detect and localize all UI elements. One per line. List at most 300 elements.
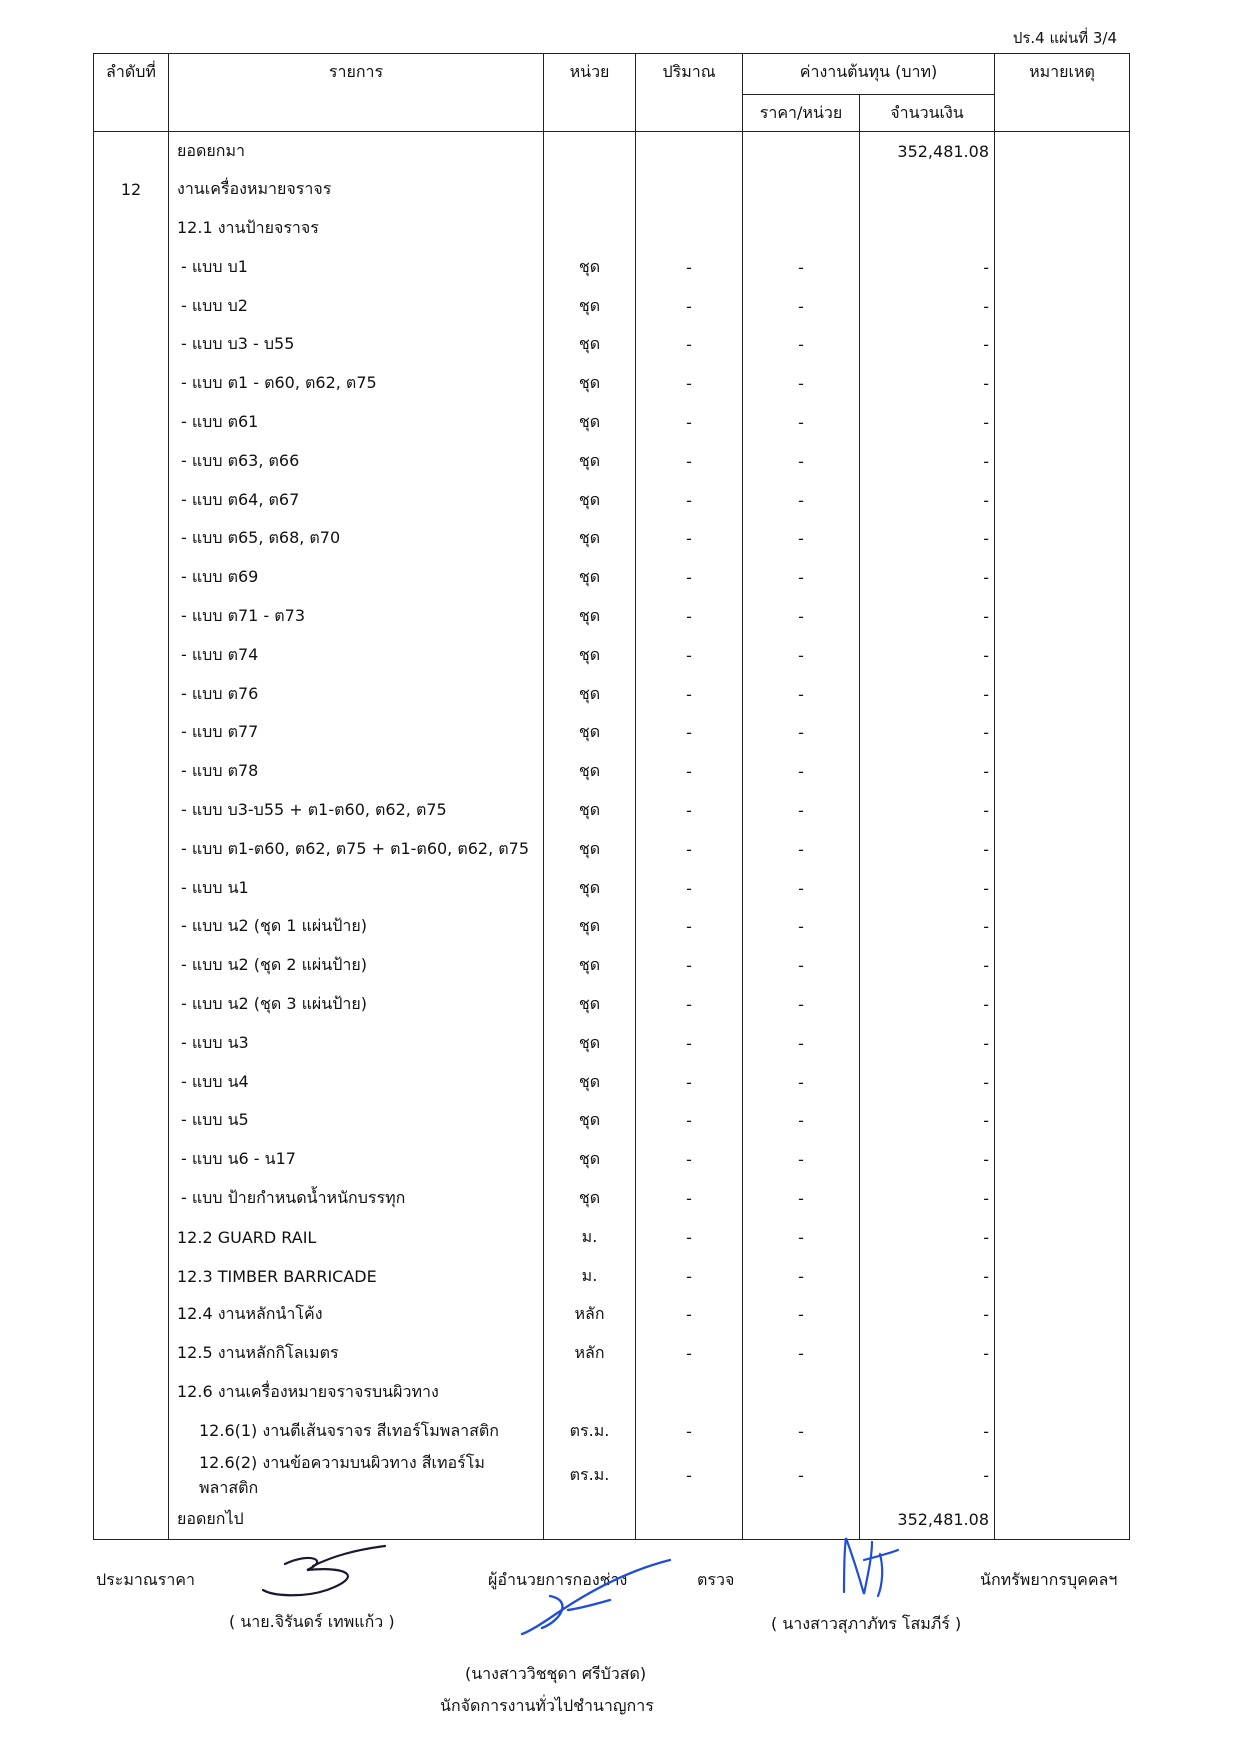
table-row: [94, 1140, 1130, 1179]
row-item: - แบบ ต78: [169, 752, 544, 791]
row-item: - แบบ ต64, ต67: [169, 481, 544, 520]
row-unit: ชุด: [544, 442, 636, 481]
row-unit: ชุด: [544, 1140, 636, 1179]
row-amount: -: [860, 791, 995, 830]
row-quantity: -: [636, 325, 743, 364]
table-header: [94, 54, 1130, 132]
row-item: - แบบ บ1: [169, 248, 544, 287]
row-price-per-unit: -: [743, 558, 860, 597]
row-number: [94, 1140, 169, 1179]
table-row: [94, 287, 1130, 326]
row-item: - แบบ น2 (ชุด 2 แผ่นป้าย): [169, 946, 544, 985]
header-remark: หมายเหตุ: [995, 54, 1130, 132]
row-number: [94, 481, 169, 520]
row-unit: ชุด: [544, 403, 636, 442]
row-unit: [544, 209, 636, 248]
row-number: [94, 791, 169, 830]
row-price-per-unit: -: [743, 985, 860, 1024]
row-amount: -: [860, 1101, 995, 1140]
row-remark: [995, 442, 1130, 481]
row-price-per-unit: -: [743, 713, 860, 752]
row-item: 12.5 งานหลักกิโลเมตร: [169, 1334, 544, 1373]
row-remark: [995, 1257, 1130, 1296]
estimator-role: ประมาณราคา: [96, 1570, 195, 1589]
row-remark: [995, 1218, 1130, 1257]
row-item: - แบบ น1: [169, 869, 544, 908]
row-quantity: -: [636, 907, 743, 946]
table-row: [94, 364, 1130, 403]
row-remark: [995, 1295, 1130, 1334]
row-remark: [995, 752, 1130, 791]
director-position: นักจัดการงานทั่วไปชำนาญการ: [440, 1696, 654, 1715]
table-row: [94, 481, 1130, 520]
row-remark: [995, 481, 1130, 520]
row-unit: ชุด: [544, 1179, 636, 1218]
row-item: - แบบ ต1-ต60, ต62, ต75 + ต1-ต60, ต62, ต75: [169, 830, 544, 869]
row-price-per-unit: [743, 132, 860, 171]
checker-name: ( นางสาวสุภาภัทร โสมภีร์ ): [771, 1614, 962, 1633]
row-remark: [995, 170, 1130, 209]
row-remark: [995, 1412, 1130, 1451]
row-price-per-unit: [743, 1373, 860, 1412]
row-quantity: -: [636, 1024, 743, 1063]
row-remark: [995, 830, 1130, 869]
table-row: [94, 597, 1130, 636]
row-unit: ชุด: [544, 364, 636, 403]
row-number: [94, 1101, 169, 1140]
row-quantity: -: [636, 442, 743, 481]
row-unit: ชุด: [544, 597, 636, 636]
row-price-per-unit: -: [743, 1218, 860, 1257]
row-price-per-unit: -: [743, 830, 860, 869]
row-price-per-unit: -: [743, 1140, 860, 1179]
checker-signature: [832, 1530, 912, 1600]
row-amount: -: [860, 1451, 995, 1501]
row-item: - แบบ ต76: [169, 675, 544, 714]
row-price-per-unit: [743, 170, 860, 209]
row-remark: [995, 209, 1130, 248]
row-item: 12.2 GUARD RAIL: [169, 1218, 544, 1257]
row-price-per-unit: -: [743, 248, 860, 287]
row-price-per-unit: [743, 209, 860, 248]
row-remark: [995, 287, 1130, 326]
director-name: (นางสาววิชชุดา ศรีบัวสด): [465, 1664, 647, 1683]
row-number: [94, 132, 169, 171]
row-amount: [860, 170, 995, 209]
row-remark: [995, 1063, 1130, 1102]
row-amount: [860, 1373, 995, 1412]
row-unit: ชุด: [544, 713, 636, 752]
row-quantity: -: [636, 1218, 743, 1257]
row-item: - แบบ น3: [169, 1024, 544, 1063]
row-price-per-unit: -: [743, 364, 860, 403]
row-quantity: -: [636, 636, 743, 675]
row-unit: ชุด: [544, 287, 636, 326]
row-amount: -: [860, 1218, 995, 1257]
row-price-per-unit: -: [743, 519, 860, 558]
row-remark: [995, 713, 1130, 752]
row-quantity: -: [636, 1412, 743, 1451]
row-remark: [995, 675, 1130, 714]
bill-of-quantities-table: [93, 53, 1130, 1540]
row-unit: [544, 132, 636, 171]
row-number: [94, 287, 169, 326]
row-remark: [995, 985, 1130, 1024]
row-item: - แบบ ต71 - ต73: [169, 597, 544, 636]
row-quantity: -: [636, 519, 743, 558]
row-unit: ชุด: [544, 791, 636, 830]
row-number: [94, 713, 169, 752]
row-quantity: -: [636, 248, 743, 287]
row-number: [94, 248, 169, 287]
row-amount: -: [860, 985, 995, 1024]
row-amount: -: [860, 519, 995, 558]
row-price-per-unit: -: [743, 791, 860, 830]
row-quantity: -: [636, 1451, 743, 1501]
table-row: [94, 1179, 1130, 1218]
row-amount: -: [860, 713, 995, 752]
row-number: [94, 364, 169, 403]
row-amount: -: [860, 1295, 995, 1334]
row-remark: [995, 558, 1130, 597]
row-number: [94, 1218, 169, 1257]
row-quantity: [636, 170, 743, 209]
row-amount: [860, 209, 995, 248]
row-amount: -: [860, 1024, 995, 1063]
row-price-per-unit: -: [743, 287, 860, 326]
row-unit: ตร.ม.: [544, 1451, 636, 1501]
row-unit: ชุด: [544, 325, 636, 364]
row-number: [94, 1063, 169, 1102]
row-number: [94, 1412, 169, 1451]
row-remark: [995, 132, 1130, 171]
row-amount: -: [860, 597, 995, 636]
row-remark: [995, 791, 1130, 830]
row-price-per-unit: -: [743, 1412, 860, 1451]
row-unit: ชุด: [544, 907, 636, 946]
row-unit: ชุด: [544, 1063, 636, 1102]
row-price-per-unit: -: [743, 869, 860, 908]
header-quantity: ปริมาณ: [636, 54, 743, 132]
table-row: [94, 713, 1130, 752]
row-unit: ชุด: [544, 519, 636, 558]
row-quantity: -: [636, 1063, 743, 1102]
row-quantity: -: [636, 287, 743, 326]
row-number: [94, 209, 169, 248]
estimator-signature: [255, 1530, 405, 1602]
table-row: [94, 1101, 1130, 1140]
row-amount: -: [860, 403, 995, 442]
row-item: ยอดยกมา: [169, 132, 544, 171]
header-cost: ค่างานต้นทุน (บาท): [743, 54, 995, 95]
table-row: [94, 558, 1130, 597]
row-price-per-unit: -: [743, 1101, 860, 1140]
row-number: [94, 869, 169, 908]
row-amount: -: [860, 1334, 995, 1373]
header-item: รายการ: [169, 54, 544, 132]
row-number: [94, 1451, 169, 1501]
table-row: [94, 1373, 1130, 1412]
row-item: - แบบ ต65, ต68, ต70: [169, 519, 544, 558]
row-quantity: -: [636, 752, 743, 791]
row-quantity: [636, 1373, 743, 1412]
row-unit: ชุด: [544, 830, 636, 869]
row-price-per-unit: -: [743, 403, 860, 442]
table-row: [94, 636, 1130, 675]
row-price-per-unit: -: [743, 325, 860, 364]
row-item: - แบบ บ3 - บ55: [169, 325, 544, 364]
table-row: [94, 1412, 1130, 1451]
row-unit: หลัก: [544, 1334, 636, 1373]
row-amount: -: [860, 248, 995, 287]
row-remark: [995, 597, 1130, 636]
row-price-per-unit: -: [743, 481, 860, 520]
row-remark: [995, 636, 1130, 675]
row-amount: -: [860, 1412, 995, 1451]
table-row: [94, 1295, 1130, 1334]
row-number: [94, 636, 169, 675]
table-row: [94, 791, 1130, 830]
row-unit: ชุด: [544, 558, 636, 597]
row-number: [94, 1334, 169, 1373]
row-quantity: -: [636, 791, 743, 830]
row-item: ยอดยกไป: [169, 1501, 544, 1540]
row-price-per-unit: -: [743, 1295, 860, 1334]
row-number: 12: [94, 170, 169, 209]
row-remark: [995, 907, 1130, 946]
row-amount: -: [860, 442, 995, 481]
row-quantity: -: [636, 481, 743, 520]
row-remark: [995, 519, 1130, 558]
row-amount: -: [860, 1140, 995, 1179]
row-amount: 352,481.08: [860, 132, 995, 171]
row-price-per-unit: -: [743, 946, 860, 985]
row-item: 12.4 งานหลักนำโค้ง: [169, 1295, 544, 1334]
row-remark: [995, 1179, 1130, 1218]
row-amount: -: [860, 325, 995, 364]
row-amount: -: [860, 946, 995, 985]
checker-role: ตรวจ: [697, 1570, 735, 1589]
row-quantity: -: [636, 558, 743, 597]
row-item: - แบบ ต77: [169, 713, 544, 752]
table-body: [94, 132, 1130, 1540]
table-row: [94, 325, 1130, 364]
estimator-name: ( นาย.จิรันดร์ เทพแก้ว ): [229, 1612, 395, 1631]
row-unit: ชุด: [544, 675, 636, 714]
row-remark: [995, 1334, 1130, 1373]
table-row: [94, 1257, 1130, 1296]
row-number: [94, 675, 169, 714]
row-unit: ชุด: [544, 869, 636, 908]
row-quantity: -: [636, 830, 743, 869]
row-item: - แบบ ป้ายกำหนดน้ำหนักบรรทุก: [169, 1179, 544, 1218]
row-number: [94, 1373, 169, 1412]
header-no: ลำดับที่: [94, 54, 169, 132]
row-quantity: -: [636, 675, 743, 714]
row-number: [94, 1295, 169, 1334]
table-row: [94, 1451, 1130, 1501]
row-item: 12.6 งานเครื่องหมายจราจรบนผิวทาง: [169, 1373, 544, 1412]
row-item: งานเครื่องหมายจราจร: [169, 170, 544, 209]
table-row: [94, 869, 1130, 908]
table-row: [94, 209, 1130, 248]
row-price-per-unit: -: [743, 907, 860, 946]
table-row: [94, 442, 1130, 481]
row-amount: -: [860, 869, 995, 908]
row-item: 12.3 TIMBER BARRICADE: [169, 1257, 544, 1296]
table-row: [94, 1334, 1130, 1373]
row-unit: ม.: [544, 1218, 636, 1257]
table-row: [94, 907, 1130, 946]
row-number: [94, 403, 169, 442]
row-quantity: -: [636, 1101, 743, 1140]
header-amount: จำนวนเงิน: [860, 95, 995, 132]
row-amount: -: [860, 830, 995, 869]
table-row: [94, 985, 1130, 1024]
table-row: [94, 170, 1130, 209]
row-item: 12.1 งานป้ายจราจร: [169, 209, 544, 248]
row-remark: [995, 1373, 1130, 1412]
table-row: [94, 519, 1130, 558]
row-item: - แบบ น5: [169, 1101, 544, 1140]
row-item: - แบบ ต61: [169, 403, 544, 442]
row-remark: [995, 1024, 1130, 1063]
row-quantity: -: [636, 713, 743, 752]
director-title: ผู้อำนวยการกองช่าง: [488, 1570, 628, 1589]
row-remark: [995, 248, 1130, 287]
row-number: [94, 1179, 169, 1218]
row-amount: -: [860, 636, 995, 675]
table-row: [94, 830, 1130, 869]
row-quantity: [636, 209, 743, 248]
table-row: [94, 675, 1130, 714]
row-price-per-unit: -: [743, 597, 860, 636]
row-amount: -: [860, 1063, 995, 1102]
row-price-per-unit: -: [743, 1257, 860, 1296]
table-row: [94, 1218, 1130, 1257]
row-quantity: -: [636, 403, 743, 442]
row-unit: ม.: [544, 1257, 636, 1296]
row-unit: หลัก: [544, 1295, 636, 1334]
row-remark: [995, 1140, 1130, 1179]
row-quantity: -: [636, 1179, 743, 1218]
header-unit: หน่วย: [544, 54, 636, 132]
row-amount: -: [860, 907, 995, 946]
row-number: [94, 558, 169, 597]
row-number: [94, 519, 169, 558]
row-price-per-unit: -: [743, 1179, 860, 1218]
row-number: [94, 1024, 169, 1063]
row-amount: -: [860, 364, 995, 403]
table-row: [94, 132, 1130, 171]
row-unit: ชุด: [544, 248, 636, 287]
row-quantity: -: [636, 1334, 743, 1373]
row-quantity: -: [636, 1140, 743, 1179]
header-price-per-unit: ราคา/หน่วย: [743, 95, 860, 132]
row-item: 12.6(2) งานข้อความบนผิวทาง สีเทอร์โมพลาสติก: [169, 1451, 544, 1501]
row-price-per-unit: -: [743, 636, 860, 675]
row-amount: -: [860, 481, 995, 520]
row-amount: -: [860, 1257, 995, 1296]
row-number: [94, 752, 169, 791]
row-item: - แบบ น6 - น17: [169, 1140, 544, 1179]
table-row: [94, 752, 1130, 791]
row-remark: [995, 869, 1130, 908]
row-quantity: -: [636, 869, 743, 908]
row-amount: -: [860, 558, 995, 597]
row-unit: ชุด: [544, 1024, 636, 1063]
row-remark: [995, 1451, 1130, 1501]
row-price-per-unit: -: [743, 1451, 860, 1501]
row-number: [94, 325, 169, 364]
row-amount: -: [860, 287, 995, 326]
row-item: - แบบ บ3-บ55 + ต1-ต60, ต62, ต75: [169, 791, 544, 830]
row-number: [94, 907, 169, 946]
row-amount: 352,481.08: [860, 1501, 995, 1540]
row-number: [94, 946, 169, 985]
row-remark: [995, 403, 1130, 442]
row-unit: ชุด: [544, 636, 636, 675]
row-item: - แบบ น2 (ชุด 1 แผ่นป้าย): [169, 907, 544, 946]
row-price-per-unit: -: [743, 675, 860, 714]
row-unit: ชุด: [544, 946, 636, 985]
row-unit: [544, 1373, 636, 1412]
row-item: - แบบ ต69: [169, 558, 544, 597]
row-number: [94, 985, 169, 1024]
row-unit: ชุด: [544, 985, 636, 1024]
row-unit: ชุด: [544, 481, 636, 520]
row-quantity: -: [636, 597, 743, 636]
row-unit: ตร.ม.: [544, 1412, 636, 1451]
row-price-per-unit: -: [743, 1024, 860, 1063]
director-signature: [510, 1548, 680, 1638]
row-amount: -: [860, 1179, 995, 1218]
row-unit: [544, 170, 636, 209]
table-row: [94, 946, 1130, 985]
row-number: [94, 597, 169, 636]
row-quantity: -: [636, 364, 743, 403]
table-row: [94, 1063, 1130, 1102]
row-price-per-unit: -: [743, 1334, 860, 1373]
row-remark: [995, 364, 1130, 403]
row-quantity: -: [636, 946, 743, 985]
row-remark: [995, 1101, 1130, 1140]
row-amount: -: [860, 752, 995, 791]
table-row: [94, 1024, 1130, 1063]
row-item: 12.6(1) งานตีเส้นจราจร สีเทอร์โมพลาสติก: [169, 1412, 544, 1451]
row-item: - แบบ ต1 - ต60, ต62, ต75: [169, 364, 544, 403]
row-number: [94, 442, 169, 481]
row-price-per-unit: -: [743, 442, 860, 481]
row-item: - แบบ ต63, ต66: [169, 442, 544, 481]
page-reference: ปร.4 แผ่นที่ 3/4: [1012, 29, 1117, 47]
row-unit: ชุด: [544, 1101, 636, 1140]
row-quantity: -: [636, 1257, 743, 1296]
row-unit: ชุด: [544, 752, 636, 791]
row-quantity: -: [636, 1295, 743, 1334]
row-amount: -: [860, 675, 995, 714]
row-item: - แบบ น4: [169, 1063, 544, 1102]
row-number: [94, 1257, 169, 1296]
table-row: [94, 403, 1130, 442]
row-item: - แบบ บ2: [169, 287, 544, 326]
row-quantity: [636, 132, 743, 171]
row-remark: [995, 325, 1130, 364]
signature-section: [0, 1530, 1240, 1753]
row-quantity: -: [636, 985, 743, 1024]
row-item: - แบบ ต74: [169, 636, 544, 675]
row-item: - แบบ น2 (ชุด 3 แผ่นป้าย): [169, 985, 544, 1024]
